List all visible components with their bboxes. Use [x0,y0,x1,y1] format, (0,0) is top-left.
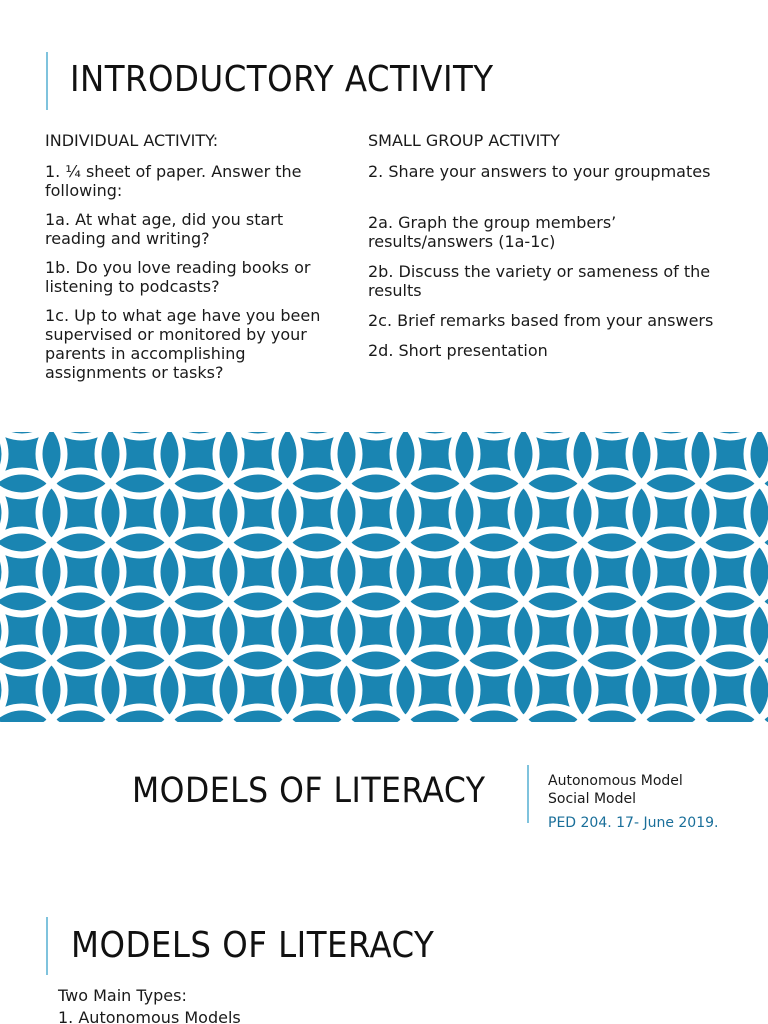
activity-item: 2c. Brief remarks based from your answers [368,311,714,330]
pattern-circle [157,432,241,437]
pattern-circle [570,432,654,437]
individual-activity-column [45,131,345,382]
pattern-circle [452,432,536,437]
activity-item: 2a. Graph the group members’ results/answers (1a-1c) [368,213,617,251]
small-group-activity-heading: SMALL GROUP ACTIVITY [368,131,560,150]
circle-pattern-graphic [0,432,768,722]
date-line: PED 204. 17- June 2019. [548,815,719,831]
title-accent-bar [46,917,48,975]
pattern-circle [629,432,713,437]
slide-title: MODELS OF LITERACY [132,771,486,811]
activity-item: 2. Share your answers to your groupmates [368,162,711,181]
slide-models-of-literacy-title [0,722,768,890]
body-line: 1. Autonomous Models [58,1008,241,1024]
body-line: Two Main Types: [58,986,187,1005]
activity-item: 2d. Short presentation [368,341,548,360]
pattern-circle [0,530,5,614]
pattern-circle [275,432,359,437]
pattern-circle [511,432,595,437]
title-divider-bar [527,765,529,823]
slide-body [58,985,241,1024]
pattern-circle [0,589,5,673]
individual-activity-heading: INDIVIDUAL ACTIVITY: [45,131,219,150]
pattern-circle [216,432,300,437]
pattern-circle [98,432,182,437]
subtitle-block [548,772,683,808]
subtitle-line: Autonomous Model [548,773,683,789]
slide-introductory-activity [0,0,768,432]
decorative-circle-pattern [0,432,768,722]
pattern-circle [39,432,123,437]
small-group-activity-column [368,131,738,360]
subtitle-line: Social Model [548,791,636,807]
slide-models-of-literacy [0,890,768,1024]
pattern-circle [393,432,477,437]
slide-title: INTRODUCTORY ACTIVITY [70,59,494,100]
activity-item: 2b. Discuss the variety or sameness of the results [368,262,711,300]
activity-item: 1a. At what age, did you start reading and writing? [45,210,284,248]
slide-title: MODELS OF LITERACY [71,925,435,966]
title-accent-bar [46,52,48,110]
pattern-circle [334,432,418,437]
activity-item: 1. ¼ sheet of paper. Answer the following: [45,162,302,200]
activity-item: 1c. Up to what age have you been supervised or monitored by your parents in accomplishing assignments or tasks? [45,306,321,382]
pattern-circle [0,471,5,555]
activity-item: 1b. Do you love reading books or listening to podcasts? [45,258,311,296]
